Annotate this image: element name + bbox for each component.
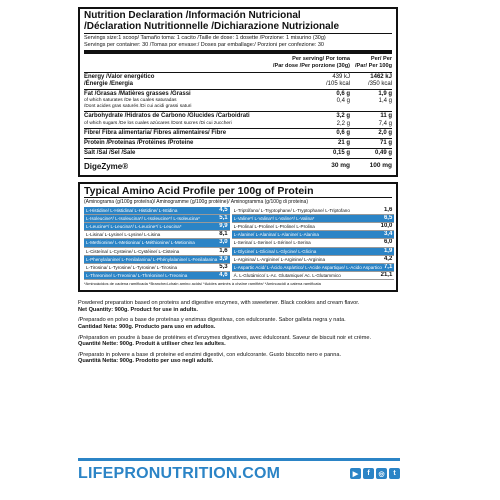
amino-value: 1,6 [219,247,228,254]
protein-100g: 71 g [379,139,392,146]
amino-value: 10,0 [380,222,393,229]
amino-value: 8,1 [219,231,228,238]
per-100g-header-1: Per/ Per [370,56,392,62]
amino-value: 4,6 [219,272,228,279]
fat-group [84,90,392,113]
amino-row [232,264,395,272]
amino-subtitle: (Aminograma (g/100g proteína)/ Aminogramme (g/100g protéine)/ Aminogramma (g/100g di proteina) [84,197,392,205]
salt-row [84,149,392,159]
per-100g-header-2: /Par/ Per 100g [354,62,392,69]
amino-value: 5,3 [219,263,228,270]
protein-label: Protein /Proteínas /Protéines /Proteine [84,139,194,146]
amino-name: L-Leucine*/ L-Leucina*/ L-Leucine*/ L-Leucina* [86,223,182,229]
fibre-100g: 2,0 g [378,130,392,137]
amino-name: Á. L-Glutámico/ L-Ac. Glutamique/ Ac. L-Glutammico [233,273,341,279]
amino-acid-panel [78,182,398,293]
amino-name: L-Glycine/ L-Glicina/ L-Glycine/ L-Glicina [233,248,317,254]
amino-value: 21,1 [380,272,393,279]
fat-label: Fat /Grasas /Matières grasses /Grassi [84,90,191,97]
amino-name: L-Serina/ L-Serine/ L-Sérine/ L-Serina [233,240,311,246]
amino-row [232,272,395,280]
amino-column-left [84,207,230,281]
saturates-row [84,98,392,110]
facebook-icon: f [363,468,374,479]
amino-name: L-Tirosina/ L-Tyrosine/ L-Tyrosine/ L-Tirosina [86,264,178,270]
carbohydrate-label: Carbohydrate /Hidratos de Carbono /Glucides /Carboidrati [84,113,250,120]
nutrition-panel [78,7,398,177]
protein-serving: 21 g [337,139,350,146]
amino-row [84,272,230,280]
per-serving-header [270,56,350,69]
amino-row [84,264,230,272]
per-serving-header-2: /Par dose /Per porzione (30g) [272,62,350,69]
energy-serving-kj: 439 kJ [332,74,350,80]
saturates-label [84,98,270,110]
saturates-label-1: of which saturates /De las cuales saturadas [84,98,177,104]
serving-info [84,33,392,49]
digezyme-label: DigeZyme® [84,161,129,171]
amino-title: Typical Amino Acid Profile per 100g of Protein [84,184,314,197]
digezyme-serving: 30 mg [331,161,350,169]
youtube-icon: ▶ [350,468,361,479]
energy-100g-kcal: /350 kcal [367,80,392,87]
carbohydrate-group [84,112,392,129]
digezyme-row [84,159,392,172]
protein-row [84,139,392,149]
description-fr-text: /Préparation en poudre à base de protéines et d'enzymes digestives, avec édulcorant. Saveur de biscuit noir et crème. [78,334,372,341]
saturates-serving: 0,4 g [336,98,350,105]
amino-row [232,239,395,247]
nutrition-title-line-1: Nutrition Declaration /Información Nutricional [84,10,301,21]
amino-row [84,231,230,239]
description-es [78,317,400,330]
footer-bar [78,458,400,486]
amino-name: L-Histidine/ L-Histidina/ L-Histidine/ L-Istidina [86,207,178,213]
description-fr [78,335,400,348]
amino-name: L-Alanine/ L-Alanina/ L-Alanine/ L-Alanina [233,232,319,238]
amino-name: L-Triptófano/ L-Tryptophane/ L-Tryptophane/ L-Triptofano [233,207,350,213]
amino-value: 6,5 [383,214,393,221]
amino-row [84,248,230,256]
carbohydrate-100g: 11 g [380,113,392,120]
nutrition-title-line-2: /Déclaration Nutritionnelle /Dichiarazione Nutrizionale [84,20,340,32]
amino-value: 3,0 [219,239,228,246]
amino-name: L-Phenylalanine/ L-Fenilalanina/ L-Phénylalanine/ L-Fenilalanina [86,256,218,262]
amino-row [232,248,395,256]
digezyme-100g: 100 mg [369,161,392,169]
amino-value: 9,9 [219,222,228,229]
amino-name: L-Arginina/ L-Arginine/ L-Arginine/ L-Arginina [233,256,326,262]
twitter-icon: t [389,468,400,479]
amino-grid [84,207,392,281]
amino-name: L-Lisina/ L-Lysine/ L-Lysine/ L-Lisina [86,232,161,238]
energy-100g-kj: 1462 kJ [370,74,392,80]
amino-name: L-Isoleucine*/ L-Isoleucina*/ L-Isoleucine*/ L-Isoleucina* [86,215,200,221]
amino-footnote: *Aminoácidos de cadena ramificada *Branched-chain amino acids/ *Acides aminés à chaîne ramifiée/ *Aminoacidi a catena ramificata [84,281,321,287]
description-en [78,300,400,313]
sugars-100g: 7,4 g [378,121,392,128]
amino-value: 3,4 [383,231,393,238]
description-it-text: /Preparato in polvere a base di proteine ed enzimi digestivi, con edulcorante. Gusto biscotto nero e panna. [78,351,342,358]
description-es-net: Cantidad Neta: 900g. Producto para uso en adultos. [78,324,216,331]
amino-row [232,256,395,264]
sugars-serving: 2,2 g [336,121,350,128]
amino-value: 4,2 [383,255,393,262]
amino-row [84,207,230,215]
description-es-text: /Preparado en polvo a base de proteínas y enzimas digestivas, con edulcorante. Sabor galleta negra y nata. [78,317,346,324]
amino-row [232,215,395,223]
energy-row [84,73,392,90]
energy-label [84,74,270,88]
fibre-label: Fibre/ Fibra alimentaria/ Fibres alimentaires/ Fibre [84,130,227,137]
amino-row [84,223,230,231]
label-sheet [78,7,398,369]
amino-value: 1,9 [383,247,393,254]
salt-serving: 0,15 g [332,149,350,156]
amino-value: 1,6 [383,206,393,213]
amino-name: L-Prolina/ L-Proline/ L-Proline/ L-Prolina [233,223,315,229]
amino-value: 7,1 [383,263,393,270]
energy-label-1: Energy /Valor energético [84,74,155,80]
amino-name: L-Valine*/ L-Valina*/ L-Valine*/ L-Valina* [233,215,315,221]
amino-value: 6,0 [383,239,393,246]
amino-name: L-Cisteína/ L-Cysteine/ L-Cystéine/ L-Cisteina [86,248,180,254]
amino-row [84,215,230,223]
amino-row [84,239,230,247]
salt-100g: 0,49 g [374,149,392,156]
nutrition-column-headers [84,54,392,73]
per-serving-header-1: Per serving/ Por toma [292,56,350,62]
carbohydrate-serving: 3,2 g [336,113,350,120]
salt-label: Salt /Sal /Sel /Sale [84,149,136,156]
amino-name: L-Aspartic Acid/ L-Ácido Aspártico/ L-Acide Aspartique/ L-Acido Aspartico [233,264,382,270]
saturates-label-2: /Dont acides gras saturés /Di cui acidi grassi saturi [84,104,192,110]
fibre-serving: 0,6 g [336,130,350,137]
energy-100g [350,74,392,88]
carbohydrate-row [84,112,392,121]
brand-website: LIFEPRONUTRITION.COM [78,464,281,482]
amino-row [232,207,395,215]
amino-row [84,256,230,264]
description-fr-net: Quantité Nette: 900g. Produit à utiliser chez les adultes. [78,341,226,348]
energy-label-2: /Énergie /Energia [84,80,134,87]
amino-row [232,231,395,239]
amino-name: L-Methionine/ L-Metionina/ L-Méthionine/ L-Metionina [86,240,195,246]
serving-size: Servings size:1 scoop/ Tamaño toma: 1 cacito /Taille de dose: 1 dosette /Porzione: 1 misurino (30g) [84,35,326,41]
social-icons [350,468,400,479]
amino-name: L-Threonine/ L-Treonina/ L-Thréonine/ L-Treonina [86,273,188,279]
servings-per-container: Servings per container: 30 /Tomas por envase:/ Doses par emballage:/ Porzioni per confezione: 30 [84,42,324,48]
instagram-icon: ◎ [376,468,387,479]
saturates-100g: 1,4 g [378,98,392,105]
amino-value: 4,5 [219,206,228,213]
amino-value: 5,1 [219,214,228,221]
fibre-row [84,129,392,139]
amino-column-right [232,207,395,281]
sugars-label: of which sugars /De los cuales azúcares /Dont sucres /Di cui zuccheri [84,121,232,127]
fat-100g: 1,9 g [378,90,392,97]
description-en-text: Powdered preparation based on proteins and digestive enzymes, with sweetener. Black cookies and cream flavor. [78,300,360,307]
description-it [78,352,400,365]
amino-value: 3,9 [219,255,228,262]
energy-serving-kcal: /105 kcal [325,80,350,87]
fat-serving: 0,6 g [336,90,350,97]
amino-row [232,223,395,231]
energy-serving [270,74,350,88]
per-100g-header [350,56,392,69]
product-description [78,300,400,365]
sugars-row [84,121,392,127]
description-it-net: Quantità Netta: 900g. Prodotto per uso negli adulti. [78,358,214,365]
description-en-net: Net Quantity: 900g. Product for use in adults. [78,306,198,313]
